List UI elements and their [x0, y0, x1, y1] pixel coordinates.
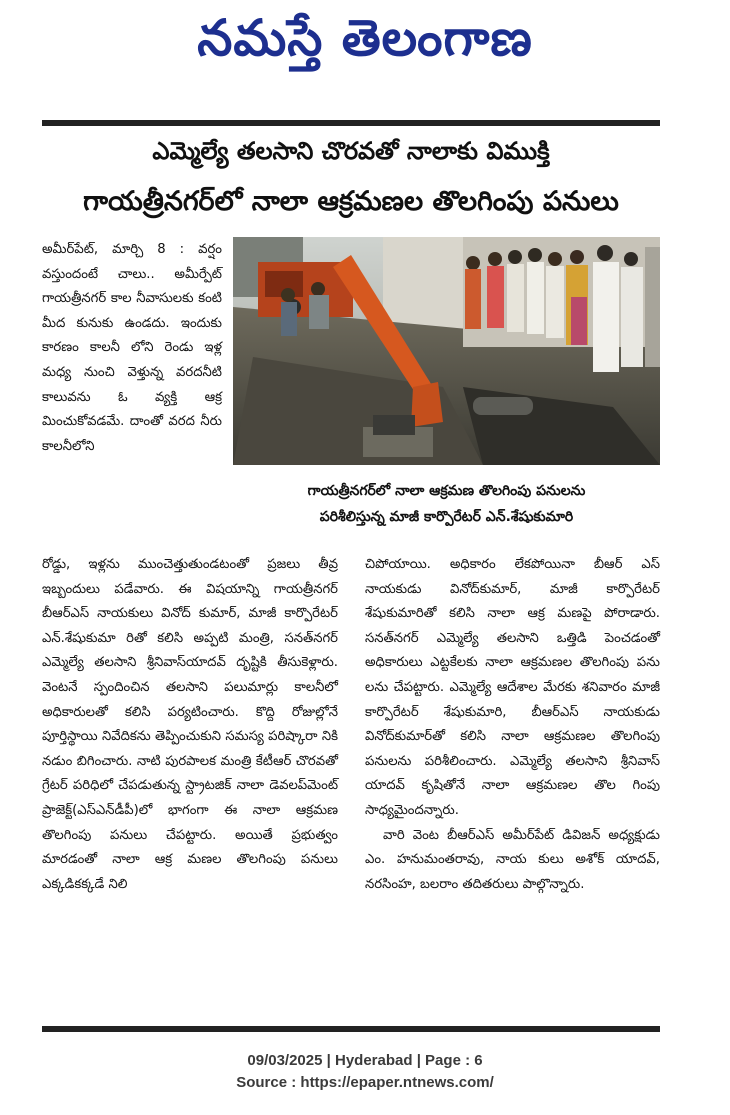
- headline-main: గాయత్రీనగర్‌లో నాలా ఆక్రమణల తొలగింపు పనులు: [83, 186, 619, 217]
- caption-line-1: గాయత్రీనగర్‌లో నాలా ఆక్రమణ తొలగింపు పనులను: [307, 483, 586, 499]
- headline-kicker: ఎమ్మెల్యే తలసాని చొరవతో నాలాకు విముక్తి: [152, 137, 550, 165]
- top-rule: [42, 120, 660, 126]
- masthead: [0, 0, 730, 80]
- masthead-logo: నమస్తే తెలంగాణ: [197, 9, 533, 67]
- news-photo: [233, 237, 660, 465]
- caption-line-2: పరిశీలిస్తున్న మాజీ కార్పొరేటర్ ఎన్.శేషుకుమారి: [319, 509, 574, 525]
- footer-date-line: 09/03/2025 | Hyderabad | Page : 6: [247, 1052, 483, 1069]
- article-paragraph: వారి వెంట బీఆర్ఎస్ అమీర్‌పేట్ డివిజన్ అధ్యక్షుడు ఎం. హనుమంతరావు, నాయ కులు అశోక్ యాదవ్, నరసింహ, బలరాం తదితరులు పాల్గొన్నారు.: [365, 827, 660, 892]
- article-paragraph: చిపోయాయి. అధికారం లేకపోయినా బీఆర్ ఎస్ నాయకుడు వినోద్‌కుమార్, మాజీ కార్పొరేటర్ శేషుకుమారితో కలిసి నాలా ఆక్ర మణపై పోరాడారు. సనత్‌నగర్ ఎమ్మెల్యే తలసాని ఒత్తిడి పెంచడంతో అధికారులు ఎట్టకేలకు నాలా ఆక్రమణల తొలగింపు పను లను చేపట్టారు. ఎమ్మెల్యే ఆదేశాల మేరకు శనివారం మాజీ కార్పొరేటర్ శేషుకుమారి, బీఆర్ఎస్ నాయకుడు వినోద్‌కుమార్‌తో కలిసి నాలా ఆక్రమణల తొలగింపు పనులను పరిశీలించారు. ఎమ్మెల్యే తలసాని శ్రీనివాస్ యాదవ్ కృషితోనే నాలా ఆక్రమణల తొల గింపు సాధ్యమైందన్నారు.: [365, 557, 660, 818]
- article-column-left-top: అమీర్‌పేట్, మార్చి 8 : వర్షం వస్తుందంటే చాలు.. అమీర్పేట్ గాయత్రీనగర్ కాల నీవాసులకు కంటి మీద కునుకు ఉండదు. ఇందుకు కారణం కాలనీ లోని రెండు ఇళ్ల మధ్య నుంచి వెళ్తున్న వరదనీటి కాలువను ఓ వ్యక్తి ఆక్ర మించుకోవడమే. దాంతో వరద నీరు కాలనీలోని: [42, 242, 222, 454]
- photo-caption: [233, 478, 660, 530]
- bottom-rule: [42, 1026, 660, 1032]
- footer-source-link[interactable]: Source : https://epaper.ntnews.com/: [236, 1074, 494, 1091]
- excavation-photo-illustration: [233, 237, 660, 465]
- article-column-right: [365, 553, 660, 897]
- footer: [0, 1050, 730, 1094]
- article-column-left-bottom: రోడ్డు, ఇళ్లను ముంచెత్తుతుండటంతో ప్రజలు తీవ్ర ఇబ్బందులు పడేవారు. ఈ విషయాన్ని గాయత్రీనగర్ బీఆర్ఎస్ నాయకులు వినోద్ కుమార్, మాజీ కార్పొరేటర్ ఎన్.శేషుకుమా రితో కలిసి అప్పటి మంత్రి, సనత్‌నగర్ ఎమ్మెల్యే తలసాని శ్రీనివాస్‌యాదవ్ దృష్టికి తీసుకెళ్లారు. వెంటనే స్పందించిన తలసాని పలుమార్లు కాలనీలో అధికారులతో కలిసి పర్యటించారు. కొద్ది రోజుల్లోనే పూర్తిస్థాయి నివేదికను తెప్పించుకుని సమస్య పరిష్కారా నికి నడుం బిగించారు. నాటి పురపాలక మంత్రి కేటీఆర్ చొరవతో గ్రేటర్ పరిధిలో చేపడుతున్న స్ట్రాటజిక్ నాలా డెవలప్‌మెంట్ ప్రాజెక్ట్(ఎస్ఎన్‌డీపీ)లో భాగంగా ఈ నాలా ఆక్రమణ తొలగింపు పనులు చేపట్టారు. అయితే ప్రభుత్వం మారడంతో నాలా ఆక్ర మణల తొలగింపు పనులు ఎక్కడికక్కడే నిలి: [42, 557, 338, 892]
